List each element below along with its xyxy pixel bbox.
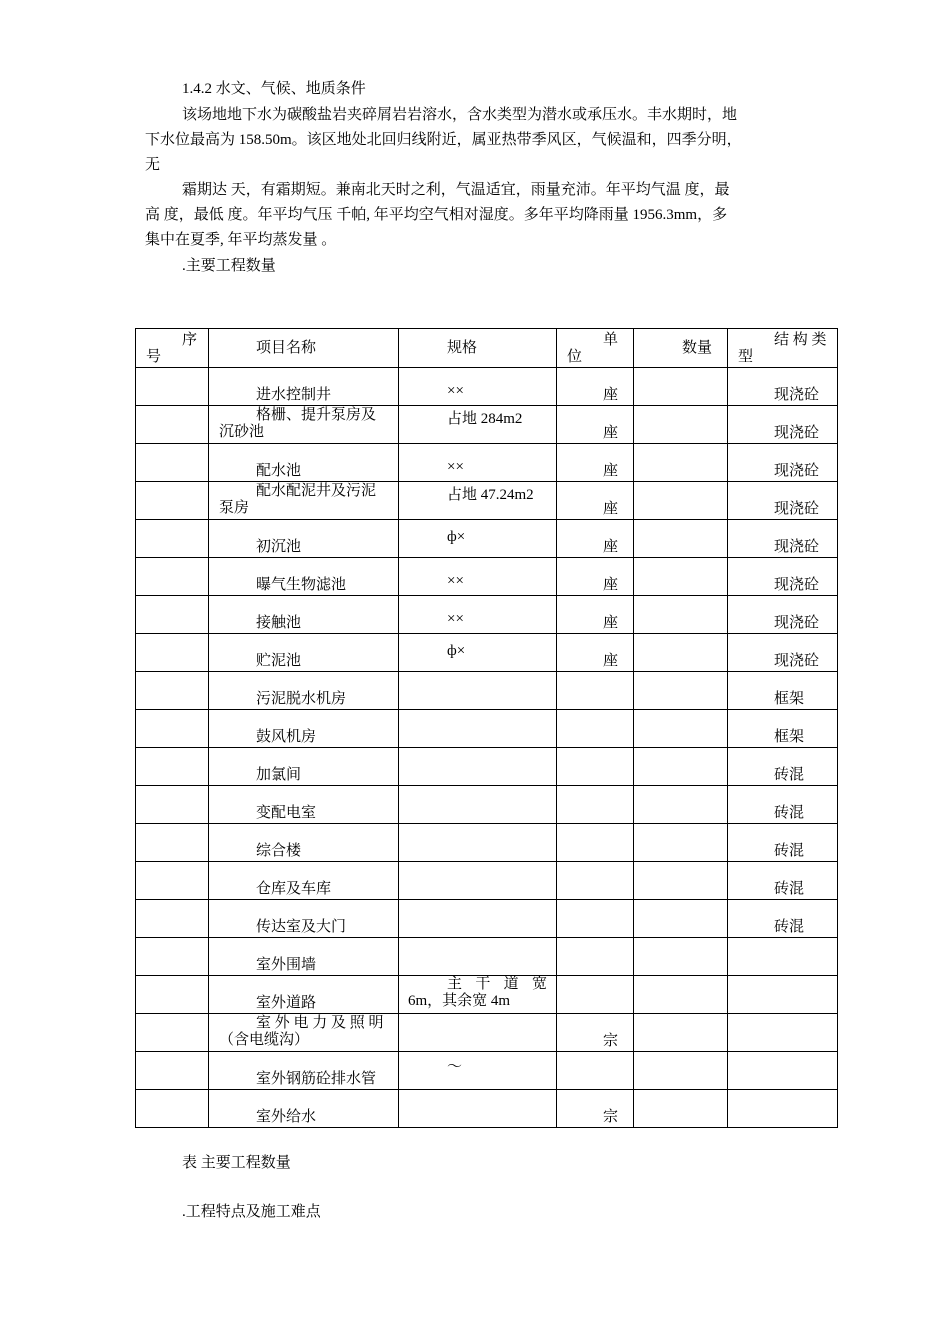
cell-name: 传达室及大门 (209, 900, 399, 938)
header-struct: 结 构 类 型 (728, 329, 838, 368)
cell-struct (728, 1090, 838, 1128)
cell-struct: 现浇砼 (728, 596, 838, 634)
cell-struct: 砖混 (728, 748, 838, 786)
cell-name: 仓库及车库 (209, 862, 399, 900)
cell-qty (634, 786, 728, 824)
cell-seq (136, 1052, 209, 1090)
table-row (136, 938, 838, 976)
cell-seq (136, 1090, 209, 1128)
header-seq: 序 号 (136, 329, 209, 368)
cell-name: 接触池 (209, 596, 399, 634)
table-row (136, 482, 838, 520)
cell-seq (136, 862, 209, 900)
cell-spec (399, 1014, 557, 1052)
cell-unit (557, 862, 634, 900)
table-row (136, 558, 838, 596)
table-row (136, 1090, 838, 1128)
cell-seq (136, 900, 209, 938)
cell-struct: 现浇砼 (728, 634, 838, 672)
cell-struct (728, 1052, 838, 1090)
paragraph-line: 集中在夏季, 年平均蒸发量 。 (145, 232, 337, 248)
cell-spec: ×× (399, 596, 557, 634)
cell-qty (634, 634, 728, 672)
paragraph-line: 该场地地下水为碳酸盐岩夹碎屑岩岩溶水，含水类型为潜水或承压水。丰水期时，地 (182, 107, 738, 123)
cell-spec: 占地 284m2 (399, 406, 557, 444)
cell-seq (136, 596, 209, 634)
table-row (136, 1052, 838, 1090)
cell-qty (634, 1090, 728, 1128)
cell-unit: 座 (557, 406, 634, 444)
table-row (136, 710, 838, 748)
cell-qty (634, 406, 728, 444)
cell-unit: 座 (557, 482, 634, 520)
cell-name: 配水配泥井及污泥 泵房 (209, 482, 399, 520)
cell-unit: 座 (557, 444, 634, 482)
cell-seq (136, 368, 209, 406)
cell-struct: 砖混 (728, 786, 838, 824)
cell-struct: 现浇砼 (728, 444, 838, 482)
cell-seq (136, 444, 209, 482)
cell-qty (634, 1014, 728, 1052)
cell-unit (557, 1052, 634, 1090)
cell-struct: 框架 (728, 710, 838, 748)
cell-unit: 座 (557, 520, 634, 558)
table-row (136, 520, 838, 558)
cell-name: 加氯间 (209, 748, 399, 786)
table-row (136, 862, 838, 900)
cell-unit (557, 824, 634, 862)
cell-qty (634, 672, 728, 710)
header-unit: 单 位 (557, 329, 634, 368)
cell-qty (634, 824, 728, 862)
cell-unit (557, 786, 634, 824)
cell-name: 污泥脱水机房 (209, 672, 399, 710)
cell-spec (399, 824, 557, 862)
cell-struct: 现浇砼 (728, 558, 838, 596)
cell-unit: 座 (557, 558, 634, 596)
cell-seq (136, 976, 209, 1014)
cell-qty (634, 368, 728, 406)
cell-name: 初沉池 (209, 520, 399, 558)
cell-qty (634, 748, 728, 786)
cell-unit: 座 (557, 596, 634, 634)
cell-unit (557, 900, 634, 938)
table-row (136, 672, 838, 710)
cell-spec: ～ (399, 1052, 557, 1090)
cell-qty (634, 900, 728, 938)
cell-spec: ×× (399, 444, 557, 482)
cell-seq (136, 482, 209, 520)
cell-qty (634, 976, 728, 1014)
cell-spec: ×× (399, 368, 557, 406)
cell-qty (634, 1052, 728, 1090)
cell-name: 室外围墙 (209, 938, 399, 976)
cell-spec (399, 748, 557, 786)
cell-qty (634, 710, 728, 748)
table-row (136, 596, 838, 634)
paragraph-hydrology (145, 103, 815, 178)
cell-struct: 现浇砼 (728, 406, 838, 444)
cell-name: 进水控制井 (209, 368, 399, 406)
cell-seq (136, 634, 209, 672)
table-caption: 表 主要工程数量 (182, 1155, 291, 1171)
cell-spec (399, 1090, 557, 1128)
cell-unit: 宗 (557, 1090, 634, 1128)
cell-spec (399, 786, 557, 824)
cell-seq (136, 748, 209, 786)
cell-spec: 占地 47.24m2 (399, 482, 557, 520)
cell-qty (634, 558, 728, 596)
cell-qty (634, 938, 728, 976)
cell-spec (399, 710, 557, 748)
table-row (136, 976, 838, 1014)
table-row (136, 368, 838, 406)
cell-name: 格栅、提升泵房及 沉砂池 (209, 406, 399, 444)
header-name: 项目名称 (209, 329, 399, 368)
cell-spec: 主 干 道 宽 6m，其余宽 4m (399, 976, 557, 1014)
cell-qty (634, 482, 728, 520)
cell-name: 室外道路 (209, 976, 399, 1014)
cell-struct: 砖混 (728, 824, 838, 862)
paragraph-line: 高 度，最低 度。年平均气压 千帕, 年平均空气相对湿度。多年平均降雨量 1956.3mm，多 (145, 207, 728, 223)
cell-seq (136, 406, 209, 444)
cell-qty (634, 444, 728, 482)
table-row (136, 824, 838, 862)
cell-unit (557, 748, 634, 786)
quantities-table (135, 328, 838, 1128)
cell-seq (136, 558, 209, 596)
cell-spec (399, 938, 557, 976)
cell-name: 配水池 (209, 444, 399, 482)
table-header-row (136, 329, 838, 368)
cell-qty (634, 862, 728, 900)
cell-qty (634, 596, 728, 634)
cell-struct (728, 1014, 838, 1052)
cell-seq (136, 710, 209, 748)
next-section-heading: .工程特点及施工难点 (182, 1204, 321, 1220)
cell-seq (136, 520, 209, 558)
section-heading: 1.4.2 水文、气候、地质条件 (182, 81, 366, 97)
cell-name: 鼓风机房 (209, 710, 399, 748)
cell-spec: ф× (399, 520, 557, 558)
cell-spec (399, 862, 557, 900)
table-row (136, 444, 838, 482)
cell-seq (136, 1014, 209, 1052)
header-spec: 规格 (399, 329, 557, 368)
cell-seq (136, 786, 209, 824)
table-row (136, 900, 838, 938)
subheading-quantities: .主要工程数量 (182, 258, 276, 274)
paragraph-climate (145, 178, 815, 253)
table-row (136, 748, 838, 786)
cell-struct (728, 976, 838, 1014)
cell-name: 室外给水 (209, 1090, 399, 1128)
table-row (136, 1014, 838, 1052)
cell-struct: 砖混 (728, 862, 838, 900)
cell-unit (557, 710, 634, 748)
cell-qty (634, 520, 728, 558)
cell-name: 曝气生物滤池 (209, 558, 399, 596)
paragraph-line: 无 (145, 157, 161, 173)
header-qty: 数量 (634, 329, 728, 368)
cell-spec: ×× (399, 558, 557, 596)
cell-struct: 现浇砼 (728, 482, 838, 520)
table-row (136, 786, 838, 824)
cell-unit (557, 938, 634, 976)
cell-seq (136, 672, 209, 710)
cell-unit (557, 672, 634, 710)
cell-unit: 座 (557, 634, 634, 672)
paragraph-line: 下水位最高为 158.50m。该区地处北回归线附近，属亚热带季风区，气候温和，四季分明， (145, 132, 742, 148)
cell-spec (399, 900, 557, 938)
cell-struct (728, 938, 838, 976)
cell-unit: 宗 (557, 1014, 634, 1052)
cell-name: 变配电室 (209, 786, 399, 824)
cell-spec (399, 672, 557, 710)
cell-struct: 现浇砼 (728, 368, 838, 406)
table-row (136, 634, 838, 672)
paragraph-line: 霜期达 天，有霜期短。兼南北天时之利，气温适宜，雨量充沛。年平均气温 度，最 (182, 182, 730, 198)
cell-seq (136, 938, 209, 976)
cell-struct: 框架 (728, 672, 838, 710)
cell-seq (136, 824, 209, 862)
cell-name: 贮泥池 (209, 634, 399, 672)
cell-struct: 砖混 (728, 900, 838, 938)
cell-unit (557, 976, 634, 1014)
cell-unit: 座 (557, 368, 634, 406)
cell-spec: ф× (399, 634, 557, 672)
cell-struct: 现浇砼 (728, 520, 838, 558)
cell-name: 室 外 电 力 及 照 明 （含电缆沟） (209, 1014, 399, 1052)
cell-name: 室外钢筋砼排水管 (209, 1052, 399, 1090)
cell-name: 综合楼 (209, 824, 399, 862)
table-row (136, 406, 838, 444)
